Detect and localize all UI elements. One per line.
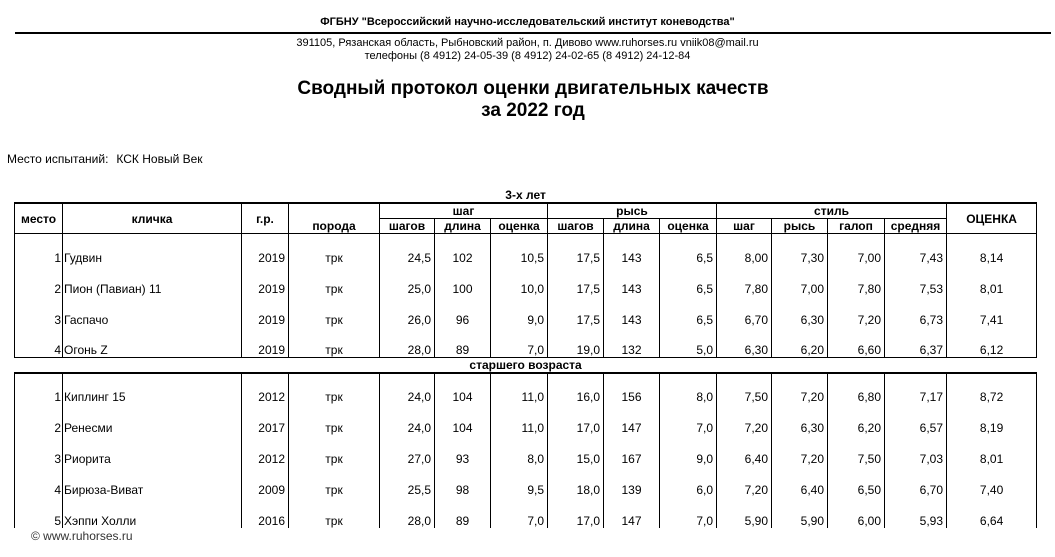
cell-trot-steps: 17,0 [548, 404, 604, 435]
cell-score: 8,01 [947, 265, 1037, 296]
cell-trot-steps: 16,0 [548, 373, 604, 404]
cell-breed: трк [289, 234, 380, 265]
cell-year: 2019 [242, 327, 289, 358]
cell-style-trot: 7,30 [772, 234, 828, 265]
cell-place: 1 [15, 373, 63, 404]
table-row [15, 327, 1037, 358]
cell-walk-length: 89 [435, 327, 491, 358]
cell-place: 4 [15, 466, 63, 497]
cell-place: 2 [15, 404, 63, 435]
cell-breed: трк [289, 404, 380, 435]
cell-walk-steps: 25,0 [380, 265, 435, 296]
cell-year: 2017 [242, 404, 289, 435]
cell-style-avg: 5,93 [885, 497, 947, 528]
cell-trot-mark: 6,5 [660, 234, 717, 265]
cell-style-gallop: 7,20 [828, 296, 885, 327]
table-row [15, 234, 1037, 265]
cell-style-trot: 7,20 [772, 435, 828, 466]
cell-trot-mark: 9,0 [660, 435, 717, 466]
cell-score: 8,72 [947, 373, 1037, 404]
cell-style-trot: 6,30 [772, 296, 828, 327]
cell-style-walk: 7,20 [717, 466, 772, 497]
col-trot: рысь [548, 203, 717, 219]
col-trot-length: длина [604, 219, 660, 234]
table-row [15, 466, 1037, 497]
col-walk-length: длина [435, 219, 491, 234]
table-row [15, 435, 1037, 466]
cell-trot-steps: 15,0 [548, 435, 604, 466]
cell-trot-mark: 5,0 [660, 327, 717, 358]
table-row [15, 296, 1037, 327]
cell-trot-length: 132 [604, 327, 660, 358]
cell-walk-length: 104 [435, 404, 491, 435]
cell-walk-length: 98 [435, 466, 491, 497]
cell-trot-length: 139 [604, 466, 660, 497]
cell-place: 5 [15, 497, 63, 528]
cell-walk-length: 89 [435, 497, 491, 528]
col-style-gallop: галоп [828, 219, 885, 234]
cell-trot-length: 156 [604, 373, 660, 404]
cell-trot-length: 147 [604, 404, 660, 435]
cell-trot-mark: 6,5 [660, 296, 717, 327]
cell-trot-mark: 7,0 [660, 497, 717, 528]
org-address: 391105, Рязанская область, Рыбновский район, п. Дивово www.ruhorses.ru vniik08@mail.ru [296, 37, 759, 49]
cell-walk-mark: 9,5 [491, 466, 548, 497]
cell-breed: трк [289, 373, 380, 404]
results-body [15, 188, 1037, 528]
cell-style-gallop: 6,60 [828, 327, 885, 358]
group-label: старшего возраста [15, 358, 1037, 374]
cell-walk-length: 104 [435, 373, 491, 404]
cell-year: 2012 [242, 373, 289, 404]
col-walk: шаг [380, 203, 548, 219]
cell-style-walk: 8,00 [717, 234, 772, 265]
col-breed: порода [289, 203, 380, 234]
col-place: место [15, 203, 63, 234]
cell-style-gallop: 7,80 [828, 265, 885, 296]
cell-score: 6,64 [947, 497, 1037, 528]
cell-trot-steps: 19,0 [548, 327, 604, 358]
table-row [15, 497, 1037, 528]
cell-style-walk: 7,80 [717, 265, 772, 296]
cell-breed: трк [289, 466, 380, 497]
cell-trot-steps: 17,5 [548, 296, 604, 327]
table-row [15, 265, 1037, 296]
cell-style-walk: 6,70 [717, 296, 772, 327]
cell-walk-length: 96 [435, 296, 491, 327]
title-line-1: Сводный протокол оценки двигательных качеств [297, 78, 769, 99]
cell-trot-steps: 17,0 [548, 497, 604, 528]
group-label: 3-х лет [505, 188, 546, 202]
cell-trot-mark: 6,5 [660, 265, 717, 296]
cell-style-avg: 7,17 [885, 373, 947, 404]
cell-breed: трк [289, 497, 380, 528]
cell-score: 7,40 [947, 466, 1037, 497]
cell-trot-length: 143 [604, 234, 660, 265]
cell-style-gallop: 6,20 [828, 404, 885, 435]
cell-trot-length: 147 [604, 497, 660, 528]
cell-breed: трк [289, 327, 380, 358]
col-walk-mark: оценка [491, 219, 548, 234]
cell-name: Хэппи Холли [63, 497, 242, 528]
column-header-row-1 [15, 203, 1037, 219]
cell-style-walk: 6,40 [717, 435, 772, 466]
cell-walk-steps: 24,0 [380, 373, 435, 404]
col-style-avg: средняя [885, 219, 947, 234]
cell-trot-mark: 6,0 [660, 466, 717, 497]
cell-name: Ренесми [63, 404, 242, 435]
col-style-walk: шаг [717, 219, 772, 234]
cell-walk-length: 93 [435, 435, 491, 466]
cell-style-trot: 7,00 [772, 265, 828, 296]
cell-trot-length: 143 [604, 265, 660, 296]
cell-breed: трк [289, 265, 380, 296]
table-row [15, 404, 1037, 435]
cell-score: 8,19 [947, 404, 1037, 435]
cell-style-trot: 7,20 [772, 373, 828, 404]
test-place [7, 152, 203, 166]
cell-year: 2009 [242, 466, 289, 497]
cell-walk-mark: 9,0 [491, 296, 548, 327]
cell-trot-length: 143 [604, 296, 660, 327]
col-name: кличка [63, 203, 242, 234]
cell-style-avg: 6,73 [885, 296, 947, 327]
cell-name: Гаспачо [63, 296, 242, 327]
cell-name: Бирюза-Виват [63, 466, 242, 497]
cell-name: Риорита [63, 435, 242, 466]
cell-style-trot: 6,30 [772, 404, 828, 435]
cell-walk-steps: 24,5 [380, 234, 435, 265]
title-line-2: за 2022 год [481, 100, 585, 121]
cell-style-trot: 6,40 [772, 466, 828, 497]
cell-trot-steps: 17,5 [548, 265, 604, 296]
page-title [0, 78, 1055, 122]
cell-trot-mark: 8,0 [660, 373, 717, 404]
cell-style-avg: 6,70 [885, 466, 947, 497]
cell-style-avg: 7,43 [885, 234, 947, 265]
cell-score: 6,12 [947, 327, 1037, 358]
cell-score: 8,01 [947, 435, 1037, 466]
header-divider [15, 32, 1051, 34]
cell-walk-mark: 10,0 [491, 265, 548, 296]
cell-walk-steps: 25,5 [380, 466, 435, 497]
cell-walk-mark: 11,0 [491, 404, 548, 435]
results-table [14, 188, 1037, 528]
col-trot-steps: шагов [548, 219, 604, 234]
cell-name: Гудвин [63, 234, 242, 265]
cell-trot-length: 167 [604, 435, 660, 466]
org-contacts [0, 37, 1055, 63]
col-style: стиль [717, 203, 947, 219]
cell-place: 3 [15, 296, 63, 327]
cell-walk-mark: 7,0 [491, 327, 548, 358]
watermark: © www.ruhorses.ru [28, 529, 136, 543]
cell-trot-steps: 18,0 [548, 466, 604, 497]
cell-place: 4 [15, 327, 63, 358]
cell-walk-mark: 11,0 [491, 373, 548, 404]
cell-name: Киплинг 15 [63, 373, 242, 404]
cell-year: 2019 [242, 296, 289, 327]
group-header-row [15, 358, 1037, 374]
cell-place: 3 [15, 435, 63, 466]
cell-place: 2 [15, 265, 63, 296]
cell-style-trot: 6,20 [772, 327, 828, 358]
cell-style-walk: 6,30 [717, 327, 772, 358]
cell-year: 2012 [242, 435, 289, 466]
test-place-label: Место испытаний: [7, 152, 109, 166]
cell-trot-steps: 17,5 [548, 234, 604, 265]
cell-style-walk: 5,90 [717, 497, 772, 528]
cell-place: 1 [15, 234, 63, 265]
cell-name: Пион (Павиан) 11 [63, 265, 242, 296]
cell-style-trot: 5,90 [772, 497, 828, 528]
cell-style-gallop: 6,50 [828, 466, 885, 497]
cell-name: Огонь Z [63, 327, 242, 358]
cell-walk-mark: 7,0 [491, 497, 548, 528]
cell-breed: трк [289, 296, 380, 327]
cell-style-walk: 7,50 [717, 373, 772, 404]
test-place-value: КСК Новый Век [116, 152, 203, 166]
cell-walk-steps: 28,0 [380, 497, 435, 528]
cell-year: 2016 [242, 497, 289, 528]
cell-style-gallop: 6,00 [828, 497, 885, 528]
cell-walk-mark: 8,0 [491, 435, 548, 466]
cell-walk-length: 100 [435, 265, 491, 296]
col-year: г.р. [242, 203, 289, 234]
cell-year: 2019 [242, 265, 289, 296]
cell-year: 2019 [242, 234, 289, 265]
col-score: ОЦЕНКА [947, 203, 1037, 234]
cell-walk-length: 102 [435, 234, 491, 265]
cell-score: 8,14 [947, 234, 1037, 265]
cell-walk-steps: 27,0 [380, 435, 435, 466]
col-style-trot: рысь [772, 219, 828, 234]
cell-trot-mark: 7,0 [660, 404, 717, 435]
cell-style-avg: 6,37 [885, 327, 947, 358]
cell-style-avg: 7,53 [885, 265, 947, 296]
cell-style-walk: 7,20 [717, 404, 772, 435]
cell-style-gallop: 6,80 [828, 373, 885, 404]
org-phones: телефоны (8 4912) 24-05-39 (8 4912) 24-02-65 (8 4912) 24-12-84 [364, 50, 691, 62]
cell-style-gallop: 7,50 [828, 435, 885, 466]
cell-style-gallop: 7,00 [828, 234, 885, 265]
col-walk-steps: шагов [380, 219, 435, 234]
cell-walk-steps: 24,0 [380, 404, 435, 435]
org-name: ФГБНУ "Всероссийский научно-исследовательский институт коневодства" [320, 16, 735, 28]
cell-style-avg: 6,57 [885, 404, 947, 435]
cell-walk-steps: 28,0 [380, 327, 435, 358]
cell-walk-mark: 10,5 [491, 234, 548, 265]
cell-style-avg: 7,03 [885, 435, 947, 466]
cell-breed: трк [289, 435, 380, 466]
col-trot-mark: оценка [660, 219, 717, 234]
group-header-row [15, 188, 1037, 203]
table-row [15, 373, 1037, 404]
cell-score: 7,41 [947, 296, 1037, 327]
cell-walk-steps: 26,0 [380, 296, 435, 327]
